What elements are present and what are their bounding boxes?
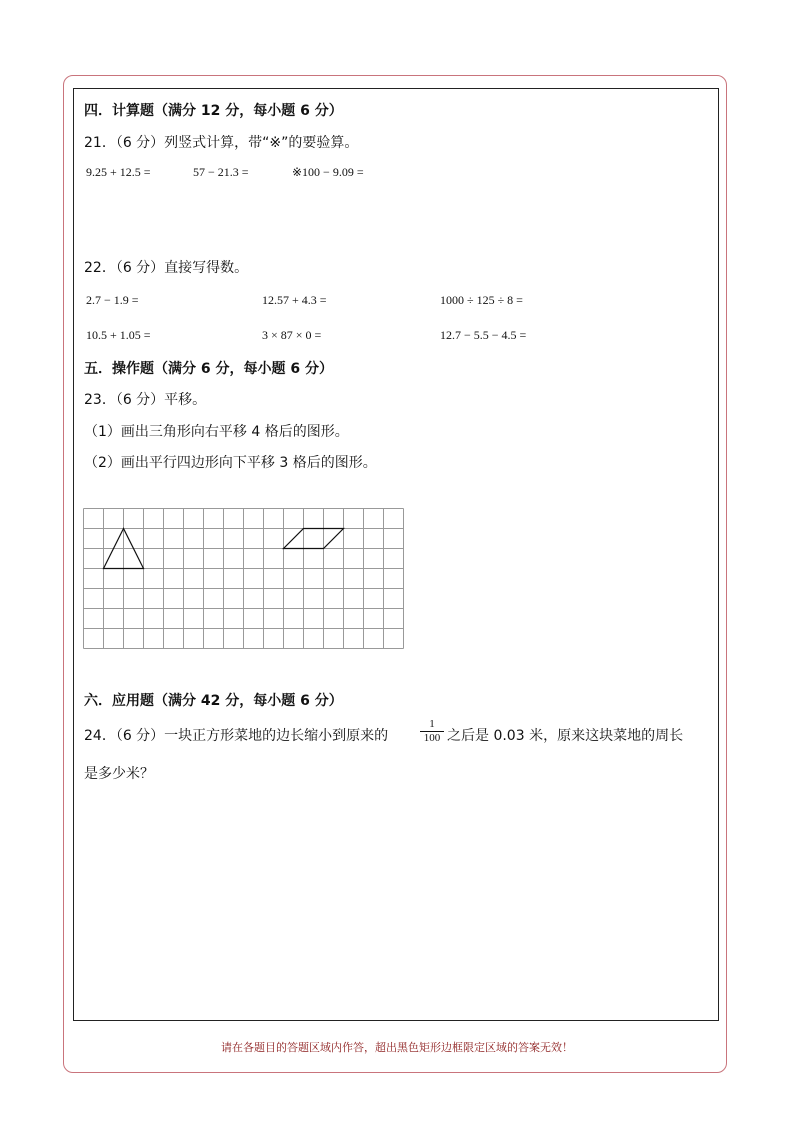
q22-r1-c3: 1000 ÷ 125 ÷ 8 =	[440, 293, 523, 307]
q21-label: 21．（6 分）列竖式计算，带“※”的要验算。	[84, 135, 359, 151]
q21-item-2: 57 − 21.3 =	[193, 165, 249, 179]
q21-item-3: ※100 − 9.09 =	[292, 165, 364, 179]
q22-r1-c1: 2.7 − 1.9 =	[86, 293, 139, 307]
q24-text-a: 24．（6 分）一块正方形菜地的边长缩小到原来的	[84, 728, 389, 744]
q22-r2-c3: 12.7 − 5.5 − 4.5 =	[440, 328, 527, 342]
q23-sub2: （2）画出平行四边形向下平移 3 格后的图形。	[84, 455, 377, 471]
q22-label: 22．（6 分）直接写得数。	[84, 260, 249, 276]
section4-heading: 四．计算题（满分 12 分，每小题 6 分）	[84, 103, 343, 119]
section6-heading: 六．应用题（满分 42 分，每小题 6 分）	[84, 693, 343, 709]
translation-grid	[83, 508, 405, 650]
fraction-numerator: 1	[420, 718, 444, 732]
section5-heading: 五．操作题（满分 6 分，每小题 6 分）	[84, 361, 333, 377]
q24-text-b: 之后是 0.03 米，原来这块菜地的周长	[447, 728, 684, 744]
q23-label: 23．（6 分）平移。	[84, 392, 207, 408]
q23-sub1: （1）画出三角形向右平移 4 格后的图形。	[84, 424, 349, 440]
footer-notice: 请在各题目的答题区域内作答，超出黑色矩形边框限定区域的答案无效！	[221, 1041, 573, 1054]
fraction-one-hundredth	[420, 718, 444, 745]
q22-r2-c1: 10.5 + 1.05 =	[86, 328, 151, 342]
q22-r1-c2: 12.57 + 4.3 =	[262, 293, 327, 307]
q24-text-c: 是多少米？	[84, 766, 154, 782]
q21-item-1: 9.25 + 12.5 =	[86, 165, 151, 179]
parallelogram-shape	[284, 529, 344, 549]
fraction-denominator: 100	[423, 732, 441, 744]
q22-r2-c2: 3 × 87 × 0 =	[262, 328, 322, 342]
